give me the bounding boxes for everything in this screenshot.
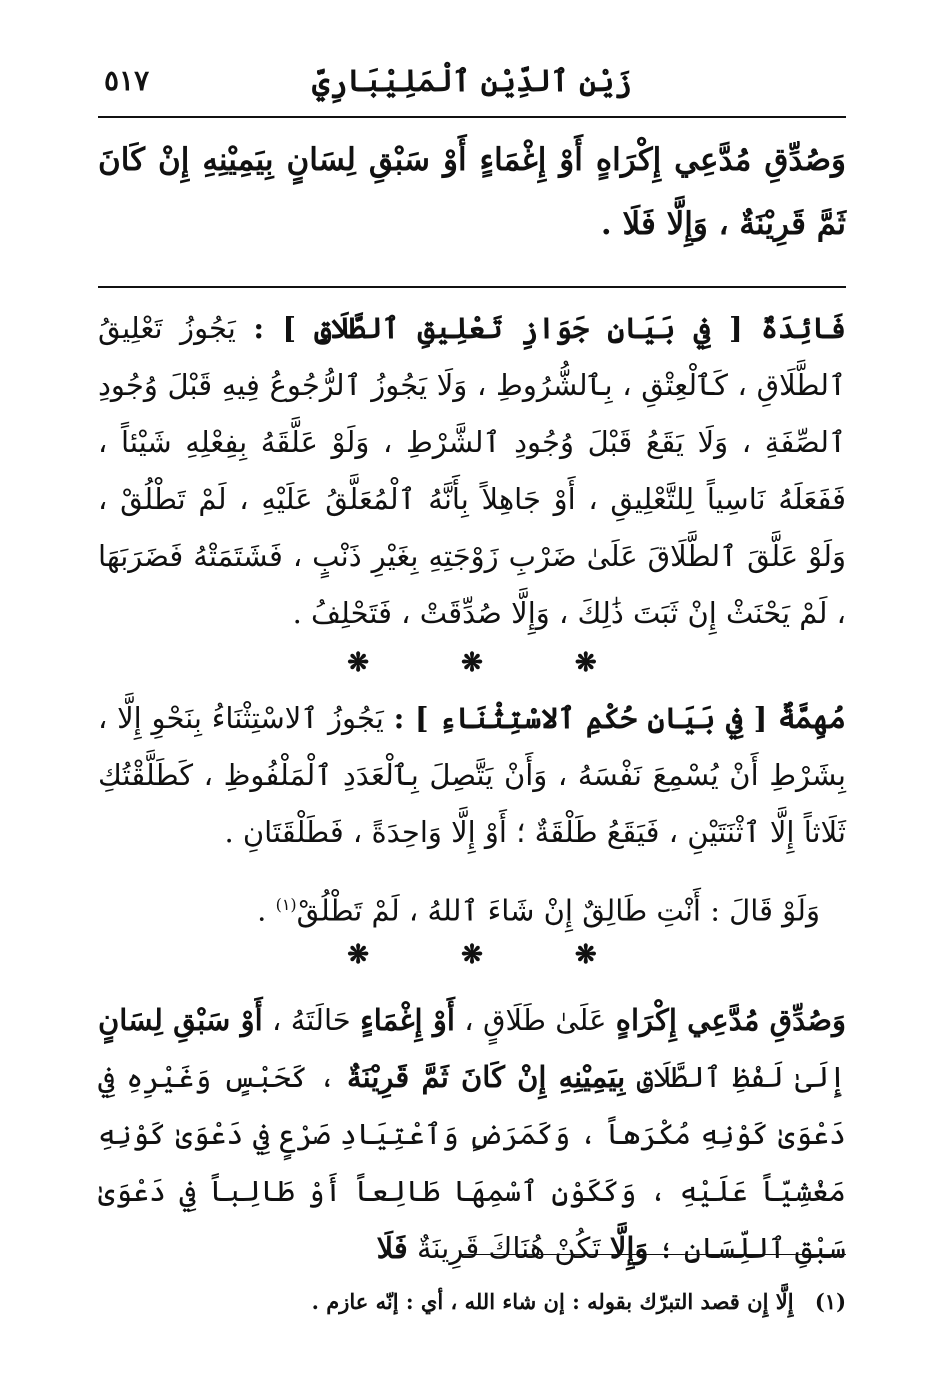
- footnote: [98, 1286, 846, 1318]
- separator-star-icon: ❋: [461, 940, 483, 970]
- faida-label: فَائِدَةٌ [ فِي بَيَانِ جَوَازِ تَعْلِيقِ ٱلطَّلَاقِ ] :: [253, 311, 847, 345]
- header-rule: [98, 116, 846, 118]
- matn-segment: أَوْ إِغْمَاءٍ: [360, 1003, 455, 1037]
- footnote-rule: [460, 1254, 846, 1255]
- matn-segment: وَإِلَّا: [609, 1231, 649, 1265]
- matn-segment: أَوْ سَبْقِ لِسَانٍ: [98, 1003, 263, 1037]
- faida-paragraph: [98, 300, 846, 642]
- footnote-number: (١): [814, 1289, 846, 1314]
- section-separator: [98, 648, 846, 678]
- separator-star-icon: ❋: [347, 940, 370, 970]
- page-number: ٥١٧: [104, 64, 150, 97]
- separator-star-icon: ❋: [574, 648, 597, 678]
- section-separator: [98, 940, 846, 970]
- separator-star-icon: ❋: [347, 648, 370, 678]
- matn-segment: بِيَمِيْنِهِ إِنْ كَانَ ثَمَّ قَرِيْنَةٌ: [347, 1060, 626, 1094]
- walaw-end: .: [257, 893, 276, 928]
- muhimma-text: يَجُوزُ ٱلاسْتِثْنَاءُ بِنَحْوِ إِلَّا ، بِشَرْطِ أَنْ يُسْمِعَ نَفْسَهُ ، وَأَنْ يَتَّصِلَ بِٱلْعَدَدِ ٱلْمَلْفُوظِ ، كَطَلَّقْتُكِ ثَلَاثاً إِلَّا ٱثْنَتَيْنِ ، فَيَقَعُ طَلْقَةٌ ؛ أَوْ إِلَّا وَاحِدَةً ، فَطَلْقَتَانِ .: [98, 701, 846, 849]
- sharh-segment: عَلَىٰ طَلَاقٍ ،: [454, 1003, 616, 1037]
- matn-bottom-paragraph: [98, 992, 846, 1277]
- muhimma-paragraph: [98, 690, 846, 861]
- walaw-text: وَلَوْ قَالَ : أَنْتِ طَالِقٌ إِنْ شَاءَ ٱللهُ ، لَمْ تَطْلُقْ: [296, 893, 820, 928]
- matn-segment: فَلَا: [376, 1231, 408, 1265]
- header-title: زَيْن ٱلدِّيْن ٱلْمَلِيْبَارِيّ: [312, 64, 632, 99]
- sharh-segment: إِلَىٰ لَفْظِ ٱلطَّلَاقِ: [625, 1060, 846, 1094]
- separator-star-icon: ❋: [574, 940, 597, 970]
- sharh-segment: تَكُنْ هُنَاكَ قَرِينَةٌ: [407, 1231, 610, 1265]
- matn-top-paragraph: وَصُدِّقِ مُدَّعِي إِكْرَاهٍ أَوْ إِغْمَاءٍ أَوْ سَبْقِ لِسَانٍ بِيَمِيْنِهِ إِنْ كَانَ ثَمَّ قَرِيْنَةٌ ، وَإِلَّا فَلَا .: [98, 142, 846, 242]
- walaw-paragraph: [98, 876, 846, 940]
- separator-star-icon: ❋: [461, 648, 483, 678]
- footnote-text: إِلَّا إِن قصد التبرّك بقوله : إن شاء الله ، أي : إنّه عازم .: [311, 1289, 794, 1314]
- matn-segment: وَصُدِّقِ مُدَّعِي إِكْرَاهٍ: [615, 1003, 846, 1037]
- matn-sharh-divider: [98, 286, 846, 288]
- sharh-segment: ، كَحَبْسٍ وَغَيْرِهِ فِي دَعْوَىٰ كَوْنِهِ مُكْرَهاً ، وَكَمَرَضٍ وَٱعْتِيَادِ صَرْعٍ فِي دَعْوَىٰ كَوْنِهِ مَغْشِيّاً عَلَيْهِ ، وَكَكَوْنِ ٱسْمِهَا طَالِعاً أَوْ طَالِباً فِي دَعْوَىٰ سَبْقِ ٱللِّسَانِ ؛: [98, 1060, 846, 1265]
- sharh-segment: حَالَتَهُ ،: [262, 1003, 361, 1037]
- running-header: [98, 58, 846, 116]
- muhimma-label: مُهِمَّةٌ [ فِي بَيَانِ حُكْمِ ٱلاسْتِثْنَاءِ ] :: [393, 701, 847, 735]
- faida-text: يَجُوزُ تَعْلِيقُ ٱلطَّلَاقِ ، كَٱلْعِتْقِ ، بِٱلشُّرُوطِ ، وَلَا يَجُوزُ ٱلرُّجُوعُ فِيهِ قَبْلَ وُجُودِ ٱلصِّفَةِ ، وَلَا يَقَعُ قَبْلَ وُجُودِ ٱلشَّرْطِ ، وَلَوْ عَلَّقَهُ بِفِعْلِهِ شَيْئاً ، فَفَعَلَهُ نَاسِياً لِلتَّعْلِيقِ ، أَوْ جَاهِلاً بِأَنَّهُ ٱلْمُعَلَّقُ عَلَيْهِ ، لَمْ تَطْلُقْ ، وَلَوْ عَلَّقَ ٱلطَّلَاقَ عَلَىٰ ضَرْبِ زَوْجَتِهِ بِغَيْرِ ذَنْبٍ ، فَشَتَمَتْهُ فَضَرَبَهَا ، لَمْ يَحْنَثْ إِنْ ثَبَتَ ذَٰلِكَ ، وَإِلَّا صُدِّقَتْ ، فَتَحْلِفُ .: [98, 311, 846, 630]
- footnote-ref[interactable]: (١): [275, 895, 297, 914]
